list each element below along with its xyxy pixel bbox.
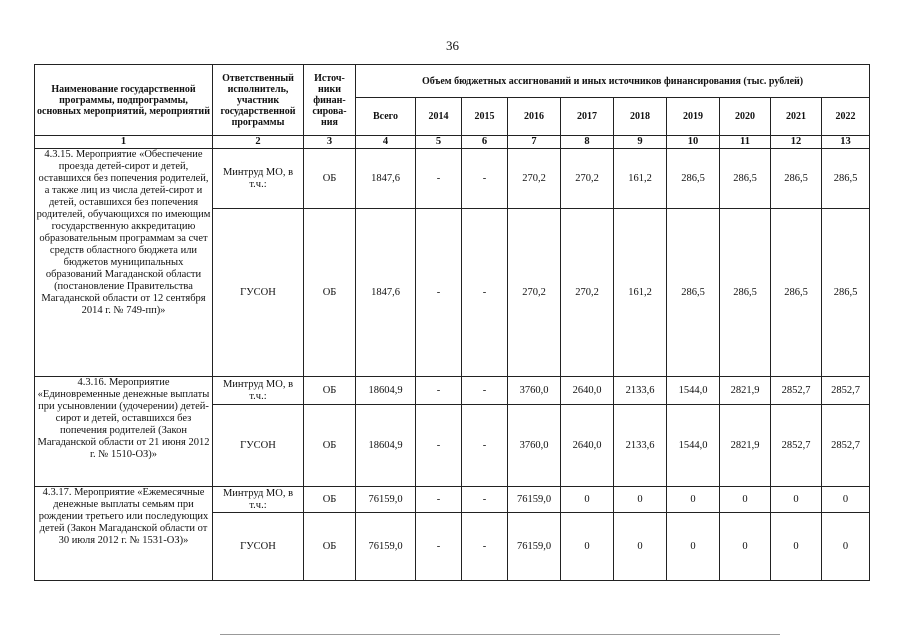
page-number: 36 <box>446 38 459 53</box>
value-cell: 161,2 <box>614 209 667 377</box>
source-cell: ОБ <box>304 513 356 581</box>
value-cell: 2133,6 <box>614 377 667 405</box>
value-cell: 286,5 <box>771 209 822 377</box>
column-number: 5 <box>416 136 462 149</box>
value-cell: - <box>462 209 508 377</box>
value-cell: - <box>416 487 462 513</box>
executor-cell: Минтруд МО, в т.ч.: <box>213 149 304 209</box>
value-cell: 1544,0 <box>667 405 720 487</box>
header-year: 2022 <box>822 98 870 136</box>
value-cell: 2133,6 <box>614 405 667 487</box>
value-cell: - <box>462 405 508 487</box>
header-executor: Ответственный исполнитель, участник государственной программы <box>213 65 304 136</box>
table-row <box>35 377 870 405</box>
executor-cell: ГУСОН <box>213 209 304 377</box>
value-cell: - <box>416 209 462 377</box>
value-cell: 1847,6 <box>356 149 416 209</box>
value-cell: 270,2 <box>561 149 614 209</box>
value-cell: 76159,0 <box>356 487 416 513</box>
value-cell: 286,5 <box>720 209 771 377</box>
value-cell: 0 <box>771 487 822 513</box>
value-cell: 2640,0 <box>561 377 614 405</box>
header-total: Всего <box>356 98 416 136</box>
source-cell: ОБ <box>304 209 356 377</box>
measure-name: 4.3.15. Мероприятие «Обеспечение проезда детей-сирот и детей, оставшихся без попечения родителей, а также лиц из числа детей-сирот и детей, оставшихся без попечения родителей, обучающихся по имеющим государственную аккредитацию образовательным программам за счет средств областного бюджета или бюджетов муниципальных образований Магаданской области (постановление Правительства Магаданской области от 12 сентября 2014 г. № 749-пп)» <box>35 149 213 377</box>
value-cell: - <box>416 149 462 209</box>
value-cell: 270,2 <box>561 209 614 377</box>
column-number: 11 <box>720 136 771 149</box>
header-year: 2021 <box>771 98 822 136</box>
header-year: 2016 <box>508 98 561 136</box>
value-cell: 3760,0 <box>508 377 561 405</box>
header-year: 2020 <box>720 98 771 136</box>
header-source: Источ-ники финан-сирова-ния <box>304 65 356 136</box>
value-cell: 1544,0 <box>667 377 720 405</box>
executor-cell: ГУСОН <box>213 405 304 487</box>
source-cell: ОБ <box>304 149 356 209</box>
measure-name: 4.3.17. Мероприятие «Ежемесячные денежные выплаты семьям при рождении третьего или последующих детей (Закон Магаданской области от 30 июля 2012 г. № 1531-ОЗ)» <box>35 487 213 581</box>
value-cell: 286,5 <box>771 149 822 209</box>
value-cell: 0 <box>614 487 667 513</box>
column-number: 3 <box>304 136 356 149</box>
value-cell: 0 <box>822 513 870 581</box>
header-year: 2015 <box>462 98 508 136</box>
source-cell: ОБ <box>304 405 356 487</box>
value-cell: 2852,7 <box>822 377 870 405</box>
value-cell: 3760,0 <box>508 405 561 487</box>
value-cell: 0 <box>667 487 720 513</box>
source-cell: ОБ <box>304 377 356 405</box>
value-cell: 18604,9 <box>356 377 416 405</box>
bottom-divider <box>220 634 780 635</box>
measure-name: 4.3.16. Мероприятие «Единовременные денежные выплаты при усыновлении (удочерении) детей-сирот и детей, оставшихся без попечения родителей (Закон Магаданской области от 21 июня 2012 г. № 1510-ОЗ)» <box>35 377 213 487</box>
value-cell: 2821,9 <box>720 377 771 405</box>
executor-cell: Минтруд МО, в т.ч.: <box>213 487 304 513</box>
value-cell: 0 <box>667 513 720 581</box>
column-number: 4 <box>356 136 416 149</box>
column-number: 12 <box>771 136 822 149</box>
value-cell: 0 <box>720 513 771 581</box>
value-cell: 18604,9 <box>356 405 416 487</box>
header-year: 2014 <box>416 98 462 136</box>
header-year: 2018 <box>614 98 667 136</box>
header-year: 2019 <box>667 98 720 136</box>
value-cell: 286,5 <box>822 209 870 377</box>
value-cell: 0 <box>561 513 614 581</box>
value-cell: 0 <box>614 513 667 581</box>
header-volume: Объем бюджетных ассигнований и иных источников финансирования (тыс. рублей) <box>356 65 870 98</box>
value-cell: 0 <box>720 487 771 513</box>
value-cell: 270,2 <box>508 149 561 209</box>
executor-cell: Минтруд МО, в т.ч.: <box>213 377 304 405</box>
value-cell: - <box>416 377 462 405</box>
value-cell: 0 <box>822 487 870 513</box>
value-cell: 2852,7 <box>771 405 822 487</box>
table-row <box>35 487 870 513</box>
column-number: 2 <box>213 136 304 149</box>
value-cell: - <box>462 513 508 581</box>
column-number: 9 <box>614 136 667 149</box>
value-cell: - <box>462 487 508 513</box>
value-cell: 286,5 <box>822 149 870 209</box>
value-cell: 286,5 <box>667 149 720 209</box>
value-cell: 2640,0 <box>561 405 614 487</box>
value-cell: - <box>462 377 508 405</box>
value-cell: - <box>416 513 462 581</box>
column-number: 1 <box>35 136 213 149</box>
column-number: 7 <box>508 136 561 149</box>
header-name: Наименование государственной программы, подпрограммы, основных мероприятий, мероприятий <box>35 65 213 136</box>
executor-cell: ГУСОН <box>213 513 304 581</box>
value-cell: 76159,0 <box>508 487 561 513</box>
column-number: 6 <box>462 136 508 149</box>
value-cell: - <box>462 149 508 209</box>
header-year: 2017 <box>561 98 614 136</box>
value-cell: 76159,0 <box>508 513 561 581</box>
value-cell: 2821,9 <box>720 405 771 487</box>
column-number: 8 <box>561 136 614 149</box>
value-cell: 270,2 <box>508 209 561 377</box>
source-cell: ОБ <box>304 487 356 513</box>
value-cell: 1847,6 <box>356 209 416 377</box>
value-cell: 2852,7 <box>822 405 870 487</box>
value-cell: 286,5 <box>667 209 720 377</box>
value-cell: 2852,7 <box>771 377 822 405</box>
value-cell: - <box>416 405 462 487</box>
value-cell: 76159,0 <box>356 513 416 581</box>
value-cell: 0 <box>771 513 822 581</box>
column-number: 13 <box>822 136 870 149</box>
table-row <box>35 149 870 209</box>
budget-table <box>34 64 870 581</box>
value-cell: 161,2 <box>614 149 667 209</box>
value-cell: 286,5 <box>720 149 771 209</box>
value-cell: 0 <box>561 487 614 513</box>
column-number: 10 <box>667 136 720 149</box>
